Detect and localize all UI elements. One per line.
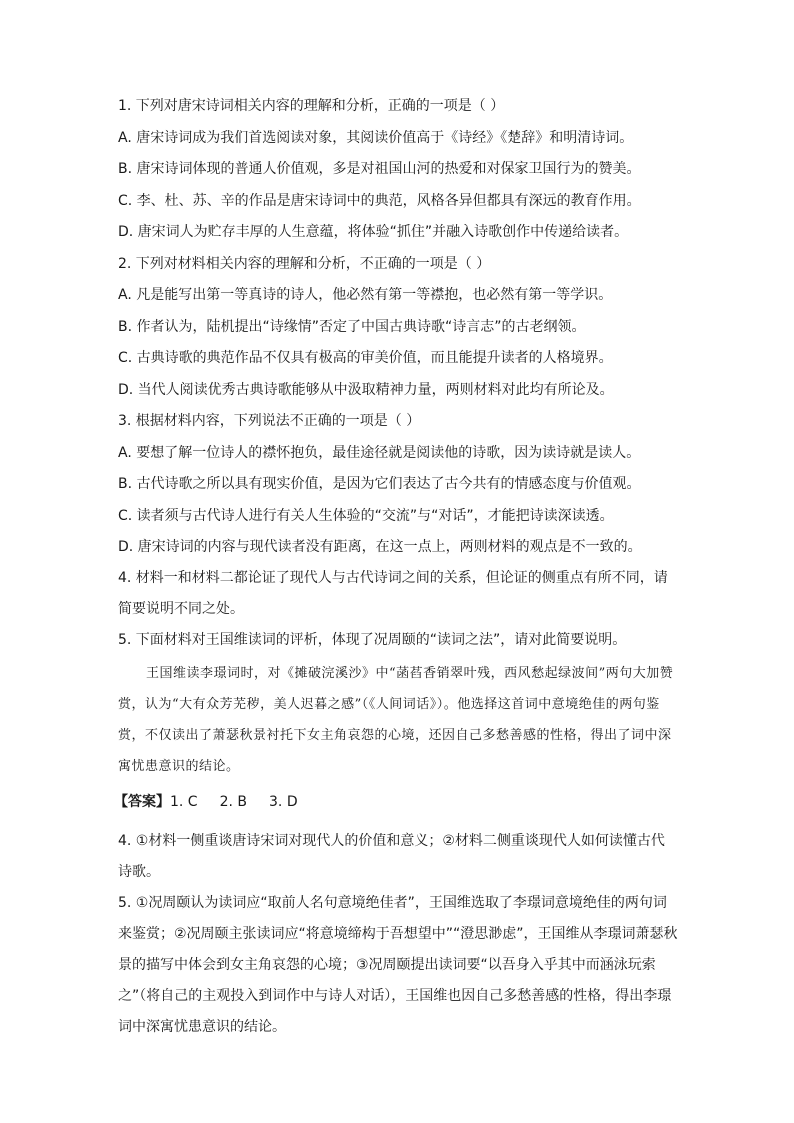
question-3-option-c: C. 读者须与古代诗人进行有关人生体验的“交流”与“对话”，才能把诗读深读透。: [118, 507, 614, 524]
question-1-stem: 1. 下列对唐宋诗词相关内容的理解和分析，正确的一项是（ ）: [118, 98, 505, 114]
question-5-stem: 5. 下面材料对王国维读词的评析，体现了况周颐的“读词之法”，请对此简要说明。: [118, 631, 627, 648]
question-1-option-a: A. 唐宋诗词成为我们首选阅读对象，其阅读价值高于《诗经》《楚辞》和明清诗词。: [118, 129, 634, 146]
question-1-option-c: C. 李、杜、苏、辛的作品是唐宋诗词中的典范，风格各异但都具有深远的教育作用。: [118, 192, 641, 209]
answer-2: 2. B: [219, 793, 248, 810]
question-2-option-b: B. 作者认为，陆机提出“诗缘情”否定了中国古典诗歌“诗言志”的古老纲领。: [118, 318, 586, 335]
question-1-option-b: B. 唐宋诗词体现的普通人价值观，多是对祖国山河的热爱和对保家卫国行为的赞美。: [118, 161, 641, 177]
answer-4: 4. ①材料一侧重谈唐诗宋词对现代人的价值和意义；②材料二侧重谈现代人如何读懂古代诗歌。: [118, 832, 665, 880]
answer-3: 3. D: [269, 793, 298, 810]
answer-5: 5. ①况周颐认为读词应“取前人名句意境绝佳者”，王国维选取了李璟词意境绝佳的两句词来鉴赏；②况周颐主张读词应“将意境缔构于吾想望中”“澄思渺虑”，王国维从李璟词萧瑟秋景的描写中体会到女主角哀怨的心境；③况周颐提出读词要“以吾身入乎其中而涵泳玩索之”（将自己的主观投入到词作中与诗人对话），王国维也因自己多愁善感的性格，得出李璟词中深寓忧患意识的结论。: [118, 894, 678, 1035]
question-2-option-d: D. 当代人阅读优秀古典诗歌能够从中汲取精神力量，两则材料对此均有所论及。: [118, 381, 614, 398]
question-2-option-c: C. 古典诗歌的典范作品不仅具有极高的审美价值，而且能提升读者的人格境界。: [118, 350, 613, 366]
question-3-option-d: D. 唐宋诗词的内容与现代读者没有距离，在这一点上，两则材料的观点是不一致的。: [118, 539, 642, 555]
answer-tag: 【答案】: [114, 793, 170, 810]
question-2-option-a: A. 凡是能写出第一等真诗的诗人，他必然有第一等襟抱，也必然有第一等学识。: [118, 287, 613, 303]
answer-choices: [114, 792, 678, 812]
question-1-option-d: D. 唐宋词人为贮存丰厚的人生意蕴，将体验“抓住”并融入诗歌创作中传递给读者。: [118, 224, 629, 240]
question-5-excerpt: 王国维读李璟词时，对《摊破浣溪沙》中“菡萏香销翠叶残，西风愁起绿波间”两句大加赞赏，认为“大有众芳芜秽，美人迟暮之感”（《人间词话》）。他选择这首词中意境绝佳的两句鉴赏，不仅读出了萧瑟秋景衬托下女主角哀怨的心境，还因自己多愁善感的性格，得出了词中深寓忧患意识的结论。: [118, 665, 674, 774]
question-3-option-a: A. 要想了解一位诗人的襟怀抱负，最佳途径就是阅读他的诗歌，因为读诗就是读人。: [118, 444, 641, 461]
question-3-option-b: B. 古代诗歌之所以具有现实价值，是因为它们表达了古今共有的情感态度与价值观。: [118, 476, 641, 492]
question-2-stem: 2. 下列对材料相关内容的理解和分析，不正确的一项是（ ）: [118, 255, 491, 272]
question-3-stem: 3. 根据材料内容，下列说法不正确的一项是（ ）: [118, 413, 421, 429]
answer-1: 1. C: [170, 793, 198, 810]
document-page: [114, 96, 678, 1043]
question-4-stem: 4. 材料一和材料二都论证了现代人与古代诗词之间的关系，但论证的侧重点有所不同，请简要说明不同之处。: [118, 569, 668, 617]
